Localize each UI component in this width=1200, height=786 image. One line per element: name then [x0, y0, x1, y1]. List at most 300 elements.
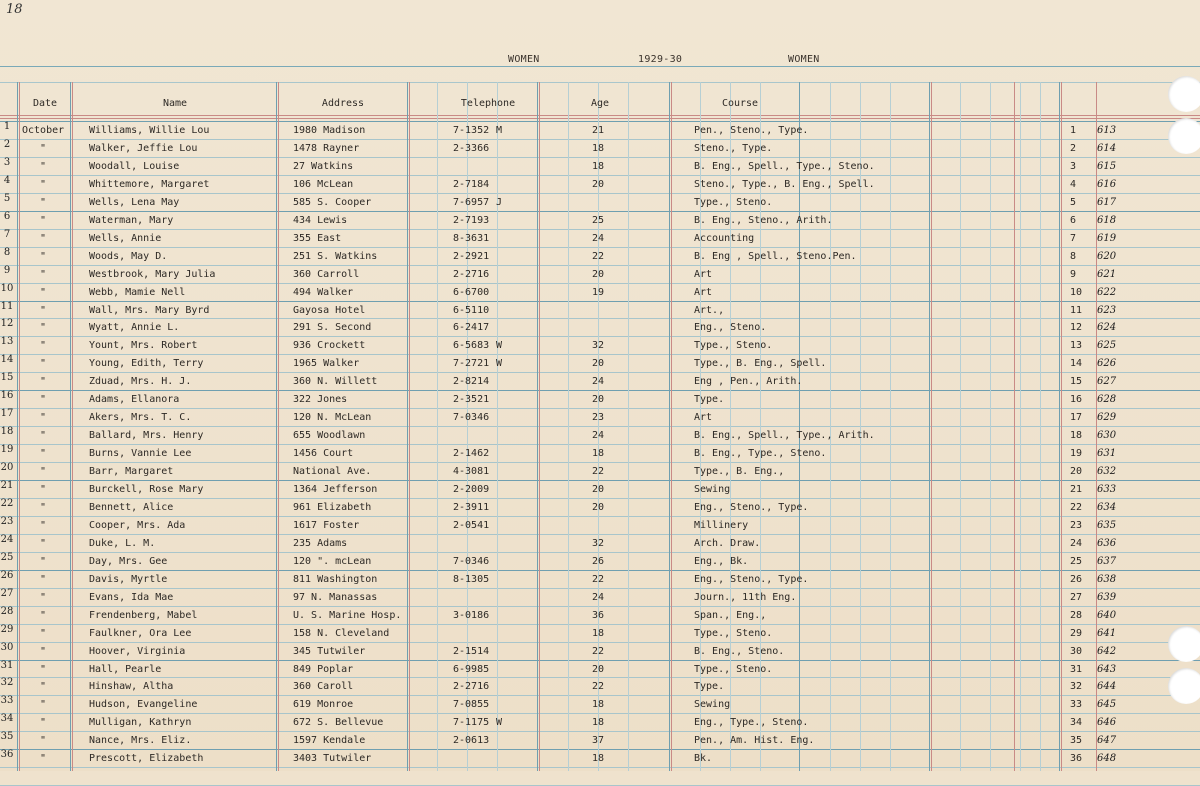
- row-age: 23: [592, 412, 605, 423]
- column-rule: [1059, 82, 1060, 771]
- header-date: Date: [32, 98, 58, 109]
- row-course: Sewing: [694, 484, 731, 495]
- row-handwritten-number: 625: [1097, 340, 1117, 351]
- row-address: 1478 Rayner: [293, 143, 360, 154]
- row-number: 5: [3, 193, 11, 204]
- row-course: Span., Eng.,: [694, 610, 767, 621]
- row-telephone: 7-0346: [453, 412, 490, 423]
- row-count: 21: [1070, 484, 1083, 495]
- row-count: 25: [1070, 556, 1083, 567]
- row-number: 23: [0, 516, 14, 527]
- row-telephone: 7-0855: [453, 699, 490, 710]
- row-date: ": [40, 753, 47, 764]
- row-name: Hall, Pearle: [89, 664, 162, 675]
- row-date: ": [40, 699, 47, 710]
- row-count: 23: [1070, 520, 1083, 531]
- row-date: ": [40, 197, 47, 208]
- row-telephone: 6-6700: [453, 287, 490, 298]
- row-handwritten-number: 635: [1097, 520, 1117, 531]
- row-number: 33: [0, 695, 14, 706]
- row-name: Webb, Mamie Nell: [89, 287, 186, 298]
- row-number: 8: [3, 247, 11, 258]
- row-age: 19: [592, 287, 605, 298]
- column-rule: [1014, 82, 1015, 771]
- row-number: 6: [3, 211, 11, 222]
- row-count: 7: [1070, 233, 1077, 244]
- header-name: Name: [162, 98, 188, 109]
- row-date: ": [40, 628, 47, 639]
- row-date: October: [22, 125, 65, 136]
- row-number: 18: [0, 426, 14, 437]
- column-rule: [669, 82, 670, 771]
- row-age: 24: [592, 592, 605, 603]
- row-course: B. Eng., Spell., Type., Steno.: [694, 161, 875, 172]
- row-course: Bk.: [694, 753, 713, 764]
- row-date: ": [40, 161, 47, 172]
- row-date: ": [40, 610, 47, 621]
- row-address: 655 Woodlawn: [293, 430, 366, 441]
- row-address: 1617 Foster: [293, 520, 360, 531]
- row-telephone: 6-9985: [453, 664, 490, 675]
- row-count: 8: [1070, 251, 1077, 262]
- row-name: Adams, Ellanora: [89, 394, 180, 405]
- column-rule: [960, 82, 961, 771]
- row-number: 20: [0, 462, 14, 473]
- column-rule: [1061, 82, 1062, 771]
- row-telephone: 2-0541: [453, 520, 490, 531]
- title-women-left: WOMEN: [508, 54, 540, 65]
- row-telephone: 8-1305: [453, 574, 490, 585]
- row-handwritten-number: 634: [1097, 502, 1117, 513]
- row-address: 120 N. McLean: [293, 412, 372, 423]
- row-course: Eng., Bk.: [694, 556, 749, 567]
- column-rule: [990, 82, 991, 771]
- row-course: Eng., Steno.: [694, 322, 767, 333]
- row-count: 24: [1070, 538, 1083, 549]
- row-count: 11: [1070, 305, 1083, 316]
- row-address: 97 N. Manassas: [293, 592, 378, 603]
- row-count: 27: [1070, 592, 1083, 603]
- row-date: ": [40, 358, 47, 369]
- row-telephone: 2-2009: [453, 484, 490, 495]
- row-date: ": [40, 233, 47, 244]
- row-address: 619 Monroe: [293, 699, 354, 710]
- row-course: B. Eng., Type., Steno.: [694, 448, 827, 459]
- row-age: 24: [592, 376, 605, 387]
- column-rule: [931, 82, 932, 771]
- row-number: 27: [0, 588, 14, 599]
- row-address: 158 N. Cleveland: [293, 628, 390, 639]
- column-rule: [276, 82, 277, 771]
- column-rule: [537, 82, 538, 771]
- row-number: 10: [0, 283, 14, 294]
- row-handwritten-number: 616: [1097, 179, 1117, 190]
- row-age: 24: [592, 233, 605, 244]
- row-name: Duke, L. M.: [89, 538, 156, 549]
- binder-hole-second: [1168, 118, 1200, 154]
- row-telephone: 2-7193: [453, 215, 490, 226]
- row-age: 26: [592, 556, 605, 567]
- row-number: 21: [0, 480, 14, 491]
- row-telephone: 7-2721: [453, 358, 490, 369]
- row-course: Type., Steno.: [694, 664, 773, 675]
- row-number: 22: [0, 498, 14, 509]
- row-count: 4: [1070, 179, 1077, 190]
- row-number: 25: [0, 552, 14, 563]
- row-age: 20: [592, 358, 605, 369]
- row-name: Wells, Lena May: [89, 197, 180, 208]
- row-telephone: 2-2716: [453, 681, 490, 692]
- row-name: Nance, Mrs. Eliz.: [89, 735, 192, 746]
- row-telephone: 6-2417: [453, 322, 490, 333]
- row-address: 3403 Tutwiler: [293, 753, 372, 764]
- row-address: 1980 Madison: [293, 125, 366, 136]
- row-course: Type.: [694, 394, 725, 405]
- row-course: Eng , Pen., Arith.: [694, 376, 803, 387]
- row-date: ": [40, 430, 47, 441]
- row-date: ": [40, 412, 47, 423]
- row-number: 13: [0, 336, 14, 347]
- row-name: Prescott, Elizabeth: [89, 753, 204, 764]
- row-count: 34: [1070, 717, 1083, 728]
- row-address: 27 Watkins: [293, 161, 354, 172]
- row-count: 20: [1070, 466, 1083, 477]
- row-name: Akers, Mrs. T. C.: [89, 412, 192, 423]
- row-name: Zduad, Mrs. H. J.: [89, 376, 192, 387]
- row-name: Young, Edith, Terry: [89, 358, 204, 369]
- row-number: 30: [0, 642, 14, 653]
- row-handwritten-number: 619: [1097, 233, 1117, 244]
- row-telephone-suffix: J: [496, 197, 503, 208]
- row-name: Burckell, Rose Mary: [89, 484, 204, 495]
- column-rule: [890, 82, 891, 771]
- header-address: Address: [321, 98, 365, 109]
- row-handwritten-number: 643: [1097, 664, 1117, 675]
- row-address: U. S. Marine Hosp.: [293, 610, 402, 621]
- row-course: Millinery: [694, 520, 749, 531]
- row-age: 22: [592, 681, 605, 692]
- row-handwritten-number: 644: [1097, 681, 1117, 692]
- column-rule: [407, 82, 408, 771]
- row-telephone-suffix: W: [496, 717, 503, 728]
- row-date: ": [40, 664, 47, 675]
- row-count: 16: [1070, 394, 1083, 405]
- row-telephone-suffix: W: [496, 358, 503, 369]
- row-handwritten-number: 630: [1097, 430, 1117, 441]
- row-number: 34: [0, 713, 14, 724]
- row-handwritten-number: 632: [1097, 466, 1117, 477]
- row-handwritten-number: 639: [1097, 592, 1117, 603]
- row-number: 7: [3, 229, 11, 240]
- row-count: 9: [1070, 269, 1077, 280]
- row-telephone: 2-3911: [453, 502, 490, 513]
- row-age: 20: [592, 269, 605, 280]
- row-address: 494 Walker: [293, 287, 354, 298]
- row-age: 22: [592, 466, 605, 477]
- row-address: 355 East: [293, 233, 342, 244]
- row-address: 360 N. Willett: [293, 376, 378, 387]
- row-telephone-suffix: M: [496, 125, 503, 136]
- row-number: 16: [0, 390, 14, 401]
- row-count: 6: [1070, 215, 1077, 226]
- row-course: Eng., Type., Steno.: [694, 717, 809, 728]
- row-name: Faulkner, Ora Lee: [89, 628, 192, 639]
- row-age: 20: [592, 179, 605, 190]
- row-telephone: 2-3366: [453, 143, 490, 154]
- column-rule: [929, 82, 930, 771]
- row-telephone: 2-1462: [453, 448, 490, 459]
- row-address: 120 ". mcLean: [293, 556, 372, 567]
- row-course: Type., Steno.: [694, 197, 773, 208]
- row-handwritten-number: 623: [1097, 305, 1117, 316]
- column-rule: [1020, 82, 1021, 771]
- row-age: 18: [592, 161, 605, 172]
- row-name: Ballard, Mrs. Henry: [89, 430, 204, 441]
- row-age: 20: [592, 664, 605, 675]
- row-address: 811 Washington: [293, 574, 378, 585]
- row-telephone-suffix: W: [496, 340, 503, 351]
- row-date: ": [40, 574, 47, 585]
- row-number: 1: [3, 121, 11, 132]
- row-age: 32: [592, 340, 605, 351]
- row-count: 30: [1070, 646, 1083, 657]
- column-rule: [568, 82, 569, 771]
- row-course: Journ., 11th Eng.: [694, 592, 797, 603]
- row-date: ": [40, 143, 47, 154]
- row-count: 36: [1070, 753, 1083, 764]
- row-number: 15: [0, 372, 14, 383]
- row-telephone: 7-0346: [453, 556, 490, 567]
- row-handwritten-number: 617: [1097, 197, 1117, 208]
- row-date: ": [40, 592, 47, 603]
- row-address: 434 Lewis: [293, 215, 348, 226]
- column-rule: [409, 82, 410, 771]
- row-number: 14: [0, 354, 14, 365]
- row-number: 17: [0, 408, 14, 419]
- row-handwritten-number: 640: [1097, 610, 1117, 621]
- row-number: 32: [0, 677, 14, 688]
- row-telephone: 7-6957: [453, 197, 490, 208]
- row-course: B. Eng , Spell., Steno.Pen.: [694, 251, 857, 262]
- row-telephone: 2-3521: [453, 394, 490, 405]
- row-count: 32: [1070, 681, 1083, 692]
- row-handwritten-number: 628: [1097, 394, 1117, 405]
- row-name: Hudson, Evangeline: [89, 699, 198, 710]
- row-name: Westbrook, Mary Julia: [89, 269, 216, 280]
- row-telephone: 3-0186: [453, 610, 490, 621]
- row-date: ": [40, 466, 47, 477]
- row-handwritten-number: 638: [1097, 574, 1117, 585]
- row-handwritten-number: 620: [1097, 251, 1117, 262]
- row-handwritten-number: 646: [1097, 717, 1117, 728]
- row-address: 1456 Court: [293, 448, 354, 459]
- row-course: Eng., Steno., Type.: [694, 502, 809, 513]
- row-handwritten-number: 642: [1097, 646, 1117, 657]
- row-name: Waterman, Mary: [89, 215, 174, 226]
- row-date: ": [40, 448, 47, 459]
- row-address: 360 Caroll: [293, 681, 354, 692]
- row-date: ": [40, 269, 47, 280]
- row-name: Williams, Willie Lou: [89, 125, 210, 136]
- row-course: B. Eng., Steno.: [694, 646, 785, 657]
- row-handwritten-number: 626: [1097, 358, 1117, 369]
- column-rule: [437, 82, 438, 771]
- row-handwritten-number: 622: [1097, 287, 1117, 298]
- row-date: ": [40, 520, 47, 531]
- row-handwritten-number: 613: [1097, 125, 1117, 136]
- column-rule: [17, 82, 18, 771]
- row-handwritten-number: 621: [1097, 269, 1117, 280]
- row-course: Type., Steno.: [694, 340, 773, 351]
- row-handwritten-number: 637: [1097, 556, 1117, 567]
- row-date: ": [40, 484, 47, 495]
- row-date: ": [40, 735, 47, 746]
- row-name: Davis, Myrtle: [89, 574, 168, 585]
- row-number: 4: [3, 175, 11, 186]
- row-address: 936 Crockett: [293, 340, 366, 351]
- row-handwritten-number: 624: [1097, 322, 1117, 333]
- row-number: 2: [3, 139, 11, 150]
- row-telephone: 2-7184: [453, 179, 490, 190]
- row-age: 18: [592, 448, 605, 459]
- row-age: 18: [592, 699, 605, 710]
- header-age: Age: [590, 98, 610, 109]
- row-address: 849 Poplar: [293, 664, 354, 675]
- row-course: Art.,: [694, 305, 725, 316]
- row-number: 12: [0, 318, 14, 329]
- row-course: Type., B. Eng.,: [694, 466, 785, 477]
- row-date: ": [40, 502, 47, 513]
- row-course: Eng., Steno., Type.: [694, 574, 809, 585]
- row-count: 18: [1070, 430, 1083, 441]
- row-count: 28: [1070, 610, 1083, 621]
- column-rule: [539, 82, 540, 771]
- row-number: 11: [0, 301, 14, 312]
- binder-hole-bottom: [1168, 668, 1200, 704]
- rule-top: [0, 66, 1200, 67]
- row-number: 35: [0, 731, 14, 742]
- row-age: 24: [592, 430, 605, 441]
- header-course: Course: [721, 98, 759, 109]
- row-address: 106 McLean: [293, 179, 354, 190]
- row-count: 14: [1070, 358, 1083, 369]
- row-course: Pen., Am. Hist. Eng.: [694, 735, 815, 746]
- row-address: 360 Carroll: [293, 269, 360, 280]
- row-handwritten-number: 615: [1097, 161, 1117, 172]
- row-name: Hinshaw, Altha: [89, 681, 174, 692]
- row-telephone: 6-5683: [453, 340, 490, 351]
- row-telephone: 8-3631: [453, 233, 490, 244]
- row-handwritten-number: 641: [1097, 628, 1117, 639]
- row-date: ": [40, 646, 47, 657]
- row-telephone: 7-1352: [453, 125, 490, 136]
- row-address: 585 S. Cooper: [293, 197, 372, 208]
- row-count: 1: [1070, 125, 1077, 136]
- row-telephone: 7-1175: [453, 717, 490, 728]
- row-course: B. Eng., Spell., Type., Arith.: [694, 430, 875, 441]
- row-name: Wells, Annie: [89, 233, 162, 244]
- row-age: 22: [592, 251, 605, 262]
- row-name: Mulligan, Kathryn: [89, 717, 192, 728]
- row-count: 17: [1070, 412, 1083, 423]
- row-count: 15: [1070, 376, 1083, 387]
- row-handwritten-number: 618: [1097, 215, 1117, 226]
- row-date: ": [40, 556, 47, 567]
- row-name: Walker, Jeffie Lou: [89, 143, 198, 154]
- row-course: Pen., Steno., Type.: [694, 125, 809, 136]
- row-name: Burns, Vannie Lee: [89, 448, 192, 459]
- row-course: Art: [694, 287, 713, 298]
- row-date: ": [40, 394, 47, 405]
- row-name: Day, Mrs. Gee: [89, 556, 168, 567]
- row-date: ": [40, 322, 47, 333]
- row-course: Art: [694, 269, 713, 280]
- row-age: 25: [592, 215, 605, 226]
- row-telephone: 2-2716: [453, 269, 490, 280]
- row-telephone: 2-0613: [453, 735, 490, 746]
- row-number: 29: [0, 624, 14, 635]
- row-address: Gayosa Hotel: [293, 305, 366, 316]
- row-course: Type.: [694, 681, 725, 692]
- row-name: Bennett, Alice: [89, 502, 174, 513]
- row-count: 13: [1070, 340, 1083, 351]
- row-name: Evans, Ida Mae: [89, 592, 174, 603]
- row-handwritten-number: 629: [1097, 412, 1117, 423]
- row-date: ": [40, 305, 47, 316]
- row-date: ": [40, 340, 47, 351]
- row-number: 36: [0, 749, 14, 760]
- row-telephone: 2-1514: [453, 646, 490, 657]
- row-address: 322 Jones: [293, 394, 348, 405]
- row-course: Type., Steno.: [694, 628, 773, 639]
- row-count: 3: [1070, 161, 1077, 172]
- row-count: 22: [1070, 502, 1083, 513]
- row-number: 3: [3, 157, 11, 168]
- row-name: Wall, Mrs. Mary Byrd: [89, 305, 210, 316]
- row-date: ": [40, 681, 47, 692]
- row-address: National Ave.: [293, 466, 372, 477]
- row-count: 5: [1070, 197, 1077, 208]
- row-date: ": [40, 179, 47, 190]
- row-date: ": [40, 215, 47, 226]
- row-number: 26: [0, 570, 14, 581]
- row-address: 1364 Jefferson: [293, 484, 378, 495]
- column-rule: [19, 82, 20, 771]
- row-handwritten-number: 627: [1097, 376, 1117, 387]
- row-handwritten-number: 633: [1097, 484, 1117, 495]
- row-address: 672 S. Bellevue: [293, 717, 384, 728]
- row-name: Whittemore, Margaret: [89, 179, 210, 190]
- title-year: 1929-30: [638, 54, 683, 65]
- row-handwritten-number: 647: [1097, 735, 1117, 746]
- row-count: 31: [1070, 664, 1083, 675]
- row-telephone: 2-8214: [453, 376, 490, 387]
- row-number: 9: [3, 265, 11, 276]
- row-course: B. Eng., Steno., Arith.: [694, 215, 833, 226]
- row-name: Woodall, Louise: [89, 161, 180, 172]
- row-telephone: 4-3081: [453, 466, 490, 477]
- row-handwritten-number: 636: [1097, 538, 1117, 549]
- column-rule: [72, 82, 73, 771]
- page-number: 18: [6, 2, 23, 17]
- row-address: 1597 Kendale: [293, 735, 366, 746]
- row-date: ": [40, 251, 47, 262]
- row-age: 20: [592, 484, 605, 495]
- row-address: 291 S. Second: [293, 322, 372, 333]
- column-rule: [671, 82, 672, 771]
- row-count: 12: [1070, 322, 1083, 333]
- row-age: 18: [592, 753, 605, 764]
